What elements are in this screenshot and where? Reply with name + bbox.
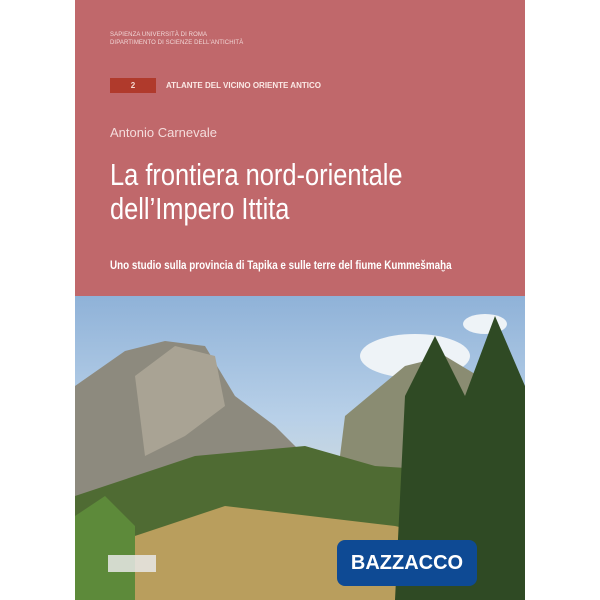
title-line: dell’Impero Ittita <box>110 191 290 226</box>
title-line: La frontiera nord-orientale <box>110 157 403 192</box>
imprint-logo <box>108 555 156 572</box>
author: Antonio Carnevale <box>110 125 217 140</box>
series-number: 2 <box>110 78 156 93</box>
institution-line: SAPIENZA UNIVERSITÀ DI ROMA <box>110 32 208 38</box>
book-cover <box>75 0 525 600</box>
series-title: ATLANTE DEL VICINO ORIENTE ANTICO <box>166 81 321 90</box>
cover-header <box>75 0 525 296</box>
series-label <box>110 78 321 93</box>
book-subtitle: Uno studio sulla provincia di Tapika e sulle terre del fiume Kummešmaḫa <box>110 258 452 272</box>
book-title <box>110 158 525 226</box>
publisher-badge: BAZZACCO <box>337 540 477 586</box>
department-line: DIPARTIMENTO DI SCIENZE DELL'ANTICHITÀ <box>110 40 244 46</box>
